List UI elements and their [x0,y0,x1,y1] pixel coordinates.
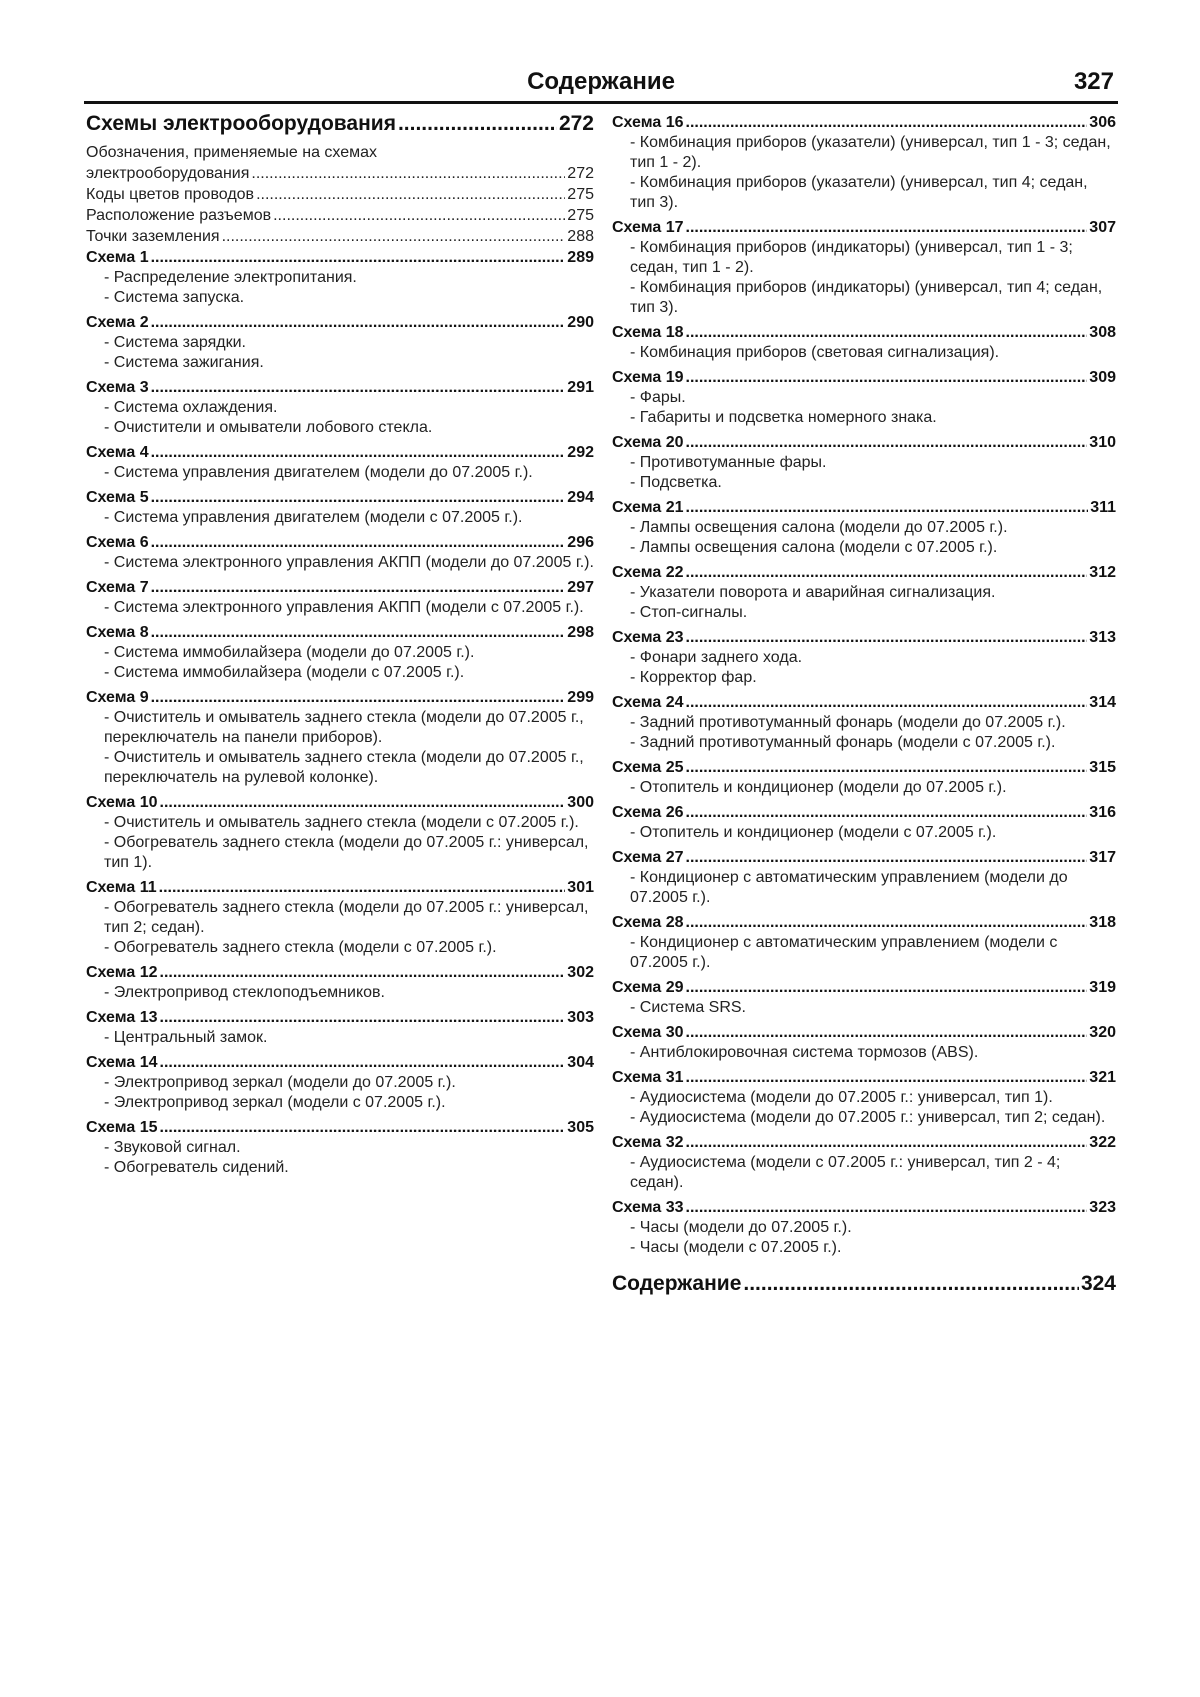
toc-scheme-group [86,792,594,873]
toc-leader [398,112,557,136]
toc-scheme-item: - Комбинация приборов (указатели) (универсал, тип 4; седан, тип 3). [630,174,1088,211]
toc-scheme-item: - Обогреватель заднего стекла (модели с 07.2005 г.). [104,939,497,956]
toc-scheme-label: Схема 9 [86,689,149,706]
toc-scheme-entry[interactable] [612,1022,1116,1043]
toc-entry-label: Коды цветов проводов [86,186,255,203]
toc-leader [151,532,566,553]
toc-scheme-page: 317 [1089,849,1116,866]
toc-section-label: Содержание [612,1272,742,1295]
toc-scheme-group [612,562,1116,623]
toc-scheme-label: Схема 25 [612,759,684,776]
toc-scheme-group [612,847,1116,908]
toc-entry[interactable] [86,142,594,163]
toc-leader [686,1132,1088,1153]
toc-leader [151,577,566,598]
toc-scheme-item: - Обогреватель заднего стекла (модели до 07.2005 г.: универсал, тип 2; седан). [104,899,589,936]
toc-scheme-item: - Комбинация приборов (световая сигнализация). [630,344,1000,361]
toc-leader [743,1272,1079,1296]
toc-scheme-label: Схема 28 [612,914,684,931]
toc-left-column [86,112,594,1182]
toc-scheme-item: - Лампы освещения салона (модели до 07.2005 г.). [630,519,1008,536]
toc-scheme-group [612,627,1116,688]
toc-scheme-group [86,442,594,483]
toc-scheme-group [86,962,594,1003]
toc-scheme-item: - Аудиосистема (модели до 07.2005 г.: универсал, тип 2; седан). [630,1109,1106,1126]
toc-scheme-label: Схема 3 [86,379,149,396]
toc-scheme-entry[interactable] [612,847,1116,868]
toc-scheme-page: 319 [1089,979,1116,996]
toc-scheme-group [612,1067,1116,1128]
toc-scheme-page: 296 [567,534,594,551]
toc-scheme-label: Схема 32 [612,1134,684,1151]
toc-scheme-entry[interactable] [86,577,594,598]
toc-section-heading[interactable] [612,1272,1116,1296]
toc-scheme-group [86,687,594,788]
toc-scheme-entry[interactable] [612,217,1116,238]
toc-scheme-item: - Кондиционер с автоматическим управлением (модели до 07.2005 г.). [630,869,1068,906]
toc-entry[interactable] [86,226,594,247]
toc-scheme-item: - Комбинация приборов (указатели) (универсал, тип 1 - 3; седан, тип 1 - 2). [630,134,1111,171]
toc-leader [151,687,566,708]
toc-scheme-page: 307 [1089,219,1116,236]
toc-entry[interactable] [86,184,594,205]
toc-section-heading[interactable] [86,112,594,136]
toc-scheme-page: 305 [567,1119,594,1136]
toc-scheme-page: 308 [1089,324,1116,341]
toc-scheme-list [612,112,1116,1258]
toc-right-column [612,112,1116,1296]
toc-leader [222,226,566,247]
toc-scheme-page: 316 [1089,804,1116,821]
toc-entry[interactable] [86,205,594,226]
toc-entry-page: 275 [567,186,594,203]
toc-scheme-entry[interactable] [86,312,594,333]
toc-scheme-item: - Система управления двигателем (модели до 07.2005 г.). [104,464,533,481]
toc-scheme-group [612,217,1116,318]
toc-leader [686,1067,1088,1088]
toc-scheme-label: Схема 26 [612,804,684,821]
toc-scheme-group [86,1007,594,1048]
toc-leader [151,622,566,643]
toc-leader [686,977,1088,998]
toc-scheme-page: 320 [1089,1024,1116,1041]
toc-scheme-label: Схема 21 [612,499,684,516]
toc-scheme-group [612,1022,1116,1063]
toc-leader [686,802,1088,823]
toc-section-page: 272 [558,112,594,135]
toc-scheme-label: Схема 24 [612,694,684,711]
toc-scheme-group [86,577,594,618]
toc-leader [160,1007,566,1028]
toc-scheme-item: - Антиблокировочная система тормозов (ABS). [630,1044,979,1061]
toc-scheme-label: Схема 19 [612,369,684,386]
toc-scheme-entry[interactable] [612,562,1116,583]
toc-leader [686,1022,1088,1043]
toc-scheme-entry[interactable] [612,802,1116,823]
toc-scheme-label: Схема 14 [86,1054,158,1071]
toc-scheme-group [612,912,1116,973]
toc-scheme-label: Схема 27 [612,849,684,866]
toc-scheme-item: - Система охлаждения. [104,399,278,416]
toc-scheme-page: 312 [1089,564,1116,581]
toc-scheme-group [612,497,1116,558]
toc-scheme-item: - Система зарядки. [104,334,246,351]
toc-scheme-label: Схема 12 [86,964,158,981]
toc-scheme-label: Схема 16 [612,114,684,131]
toc-entry-page: 272 [567,165,594,182]
toc-scheme-label: Схема 22 [612,564,684,581]
toc-leader [251,163,565,184]
toc-scheme-label: Схема 33 [612,1199,684,1216]
toc-scheme-group [612,322,1116,363]
toc-entry-page: 288 [567,228,594,245]
toc-leader [151,442,566,463]
toc-scheme-item: - Комбинация приборов (индикаторы) (универсал, тип 1 - 3; седан, тип 1 - 2). [630,239,1073,276]
toc-scheme-label: Схема 29 [612,979,684,996]
toc-scheme-group [612,1197,1116,1258]
toc-scheme-item: - Отопитель и кондиционер (модели с 07.2005 г.). [630,824,997,841]
toc-scheme-page: 318 [1089,914,1116,931]
toc-scheme-item: - Электропривод зеркал (модели до 07.2005 г.). [104,1074,456,1091]
toc-scheme-page: 289 [567,249,594,266]
toc-scheme-label: Схема 10 [86,794,158,811]
toc-scheme-item: - Часы (модели с 07.2005 г.). [630,1239,842,1256]
toc-scheme-label: Схема 8 [86,624,149,641]
toc-scheme-label: Схема 31 [612,1069,684,1086]
toc-scheme-item: - Очистители и омыватели лобового стекла. [104,419,433,436]
toc-scheme-item: - Задний противотуманный фонарь (модели до 07.2005 г.). [630,714,1066,731]
toc-scheme-page: 304 [567,1054,594,1071]
toc-scheme-page: 321 [1089,1069,1116,1086]
toc-scheme-group [86,487,594,528]
toc-scheme-page: 297 [567,579,594,596]
toc-leader [273,205,565,226]
toc-scheme-page: 302 [567,964,594,981]
toc-leader [686,562,1088,583]
toc-scheme-entry[interactable] [86,622,594,643]
toc-scheme-list [86,247,594,1178]
toc-leader [686,627,1088,648]
toc-scheme-entry[interactable] [86,247,594,268]
toc-scheme-group [612,432,1116,493]
toc-scheme-page: 291 [567,379,594,396]
toc-scheme-entry[interactable] [612,367,1116,388]
toc-intro-list [86,142,594,247]
toc-scheme-page: 292 [567,444,594,461]
toc-scheme-item: - Фонари заднего хода. [630,649,803,666]
toc-scheme-page: 311 [1090,499,1116,516]
toc-scheme-entry[interactable] [86,1117,594,1138]
toc-scheme-item: - Обогреватель сидений. [104,1159,289,1176]
toc-scheme-item: - Фары. [630,389,686,406]
toc-scheme-label: Схема 15 [86,1119,158,1136]
toc-scheme-entry[interactable] [86,532,594,553]
toc-scheme-entry[interactable] [86,877,594,898]
toc-section-page: 324 [1080,1272,1116,1295]
toc-scheme-group [86,312,594,373]
toc-scheme-item: - Габариты и подсветка номерного знака. [630,409,937,426]
toc-scheme-entry[interactable] [86,792,594,813]
toc-scheme-item: - Кондиционер с автоматическим управлением (модели с 07.2005 г.). [630,934,1058,971]
toc-entry-label: Расположение разъемов [86,207,272,224]
toc-leader [686,757,1088,778]
toc-entry-page: 275 [567,207,594,224]
toc-scheme-item: - Указатели поворота и аварийная сигнализация. [630,584,996,601]
toc-scheme-group [86,532,594,573]
toc-scheme-page: 303 [567,1009,594,1026]
toc-entry-label: Обозначения, применяемые на схемах [86,144,378,161]
toc-scheme-entry[interactable] [612,977,1116,998]
toc-scheme-entry[interactable] [612,497,1116,518]
toc-scheme-entry[interactable] [612,1067,1116,1088]
toc-leader [159,877,566,898]
toc-leader [151,377,566,398]
toc-scheme-item: - Задний противотуманный фонарь (модели с 07.2005 г.). [630,734,1056,751]
toc-scheme-item: - Очиститель и омыватель заднего стекла (модели до 07.2005 г., переключатель на рулевой колонке). [104,749,584,786]
toc-scheme-label: Схема 17 [612,219,684,236]
toc-scheme-group [612,367,1116,428]
toc-scheme-group [86,377,594,438]
toc-scheme-item: - Центральный замок. [104,1029,268,1046]
page-number: 327 [1073,68,1114,95]
toc-scheme-entry[interactable] [612,112,1116,133]
toc-leader [686,692,1088,713]
toc-scheme-item: - Отопитель и кондиционер (модели до 07.2005 г.). [630,779,1007,796]
toc-scheme-entry[interactable] [612,432,1116,453]
toc-scheme-group [612,757,1116,798]
toc-scheme-item: - Аудиосистема (модели с 07.2005 г.: универсал, тип 2 - 4; седан). [630,1154,1061,1191]
toc-scheme-group [612,1132,1116,1193]
toc-scheme-page: 300 [567,794,594,811]
toc-scheme-item: - Система запуска. [104,289,245,306]
toc-leader [686,432,1088,453]
toc-scheme-entry[interactable] [86,1007,594,1028]
toc-scheme-label: Схема 13 [86,1009,158,1026]
toc-scheme-group [612,112,1116,213]
toc-leader [151,312,566,333]
toc-scheme-label: Схема 6 [86,534,149,551]
toc-scheme-item: - Электропривод зеркал (модели с 07.2005 г.). [104,1094,446,1111]
toc-scheme-item: - Система иммобилайзера (модели до 07.2005 г.). [104,644,475,661]
toc-scheme-entry[interactable] [612,692,1116,713]
toc-scheme-page: 313 [1089,629,1116,646]
page-header [84,66,1118,104]
toc-scheme-group [86,1117,594,1178]
toc-scheme-group [86,877,594,958]
toc-scheme-label: Схема 11 [86,879,157,896]
toc-scheme-group [612,977,1116,1018]
toc-scheme-group [612,802,1116,843]
toc-scheme-label: Схема 1 [86,249,149,266]
toc-scheme-entry[interactable] [86,962,594,983]
toc-scheme-entry[interactable] [612,912,1116,933]
toc-scheme-label: Схема 5 [86,489,149,506]
page-title: Содержание [527,68,675,95]
toc-leader [686,1197,1088,1218]
toc-leader [256,184,565,205]
toc-entry-label: Точки заземления [86,228,220,245]
toc-scheme-label: Схема 20 [612,434,684,451]
toc-leader [160,1117,566,1138]
toc-scheme-page: 301 [567,879,594,896]
toc-scheme-item: - Система зажигания. [104,354,264,371]
toc-scheme-item: - Распределение электропитания. [104,269,357,286]
toc-scheme-item: - Обогреватель заднего стекла (модели до 07.2005 г.: универсал, тип 1). [104,834,589,871]
toc-leader [160,1052,566,1073]
toc-scheme-page: 310 [1089,434,1116,451]
toc-leader [686,497,1089,518]
toc-leader [160,962,566,983]
toc-scheme-page: 290 [567,314,594,331]
toc-scheme-label: Схема 18 [612,324,684,341]
toc-scheme-item: - Электропривод стеклоподъемников. [104,984,385,1001]
toc-scheme-group [86,622,594,683]
toc-scheme-entry[interactable] [612,757,1116,778]
toc-scheme-item: - Система иммобилайзера (модели с 07.2005 г.). [104,664,465,681]
toc-entry[interactable] [86,163,594,184]
toc-scheme-entry[interactable] [86,687,594,708]
toc-scheme-item: - Система электронного управления АКПП (модели до 07.2005 г.). [104,554,594,571]
toc-scheme-group [612,692,1116,753]
toc-section-label: Схемы электрооборудования [86,112,396,135]
toc-leader [686,367,1088,388]
toc-leader [151,247,566,268]
toc-scheme-entry[interactable] [86,1052,594,1073]
toc-leader [151,487,566,508]
toc-scheme-page: 294 [567,489,594,506]
toc-scheme-item: - Очиститель и омыватель заднего стекла (модели с 07.2005 г.). [104,814,579,831]
toc-scheme-item: - Часы (модели до 07.2005 г.). [630,1219,852,1236]
toc-scheme-item: - Комбинация приборов (индикаторы) (универсал, тип 4; седан, тип 3). [630,279,1103,316]
toc-scheme-item: - Система SRS. [630,999,746,1016]
toc-scheme-item: - Звуковой сигнал. [104,1139,241,1156]
toc-scheme-label: Схема 7 [86,579,149,596]
toc-scheme-label: Схема 23 [612,629,684,646]
toc-scheme-label: Схема 4 [86,444,149,461]
toc-scheme-item: - Система управления двигателем (модели с 07.2005 г.). [104,509,523,526]
toc-leader [686,217,1088,238]
toc-scheme-entry[interactable] [86,377,594,398]
toc-scheme-entry[interactable] [612,627,1116,648]
toc-scheme-page: 306 [1089,114,1116,131]
toc-leader [686,322,1088,343]
toc-scheme-page: 299 [567,689,594,706]
toc-scheme-page: 322 [1089,1134,1116,1151]
toc-scheme-item: - Система электронного управления АКПП (модели с 07.2005 г.). [104,599,584,616]
toc-scheme-entry[interactable] [612,322,1116,343]
toc-scheme-entry[interactable] [86,487,594,508]
toc-scheme-label: Схема 30 [612,1024,684,1041]
toc-leader [686,847,1088,868]
toc-scheme-group [86,247,594,308]
toc-entry-label: электрооборудования [86,165,250,182]
toc-scheme-item: - Корректор фар. [630,669,757,686]
toc-scheme-page: 323 [1089,1199,1116,1216]
toc-scheme-page: 298 [567,624,594,641]
toc-scheme-page: 315 [1089,759,1116,776]
toc-scheme-entry[interactable] [612,1132,1116,1153]
toc-scheme-page: 314 [1089,694,1116,711]
toc-scheme-label: Схема 2 [86,314,149,331]
toc-scheme-item: - Очиститель и омыватель заднего стекла (модели до 07.2005 г., переключатель на панели приборов). [104,709,584,746]
toc-scheme-entry[interactable] [86,442,594,463]
toc-leader [686,112,1088,133]
toc-scheme-item: - Стоп-сигналы. [630,604,748,621]
toc-scheme-item: - Аудиосистема (модели до 07.2005 г.: универсал, тип 1). [630,1089,1053,1106]
toc-scheme-entry[interactable] [612,1197,1116,1218]
toc-scheme-item: - Подсветка. [630,474,722,491]
toc-scheme-page: 309 [1089,369,1116,386]
toc-scheme-item: - Противотуманные фары. [630,454,827,471]
toc-leader [160,792,566,813]
toc-leader [686,912,1088,933]
toc-scheme-item: - Лампы освещения салона (модели с 07.2005 г.). [630,539,998,556]
toc-scheme-group [86,1052,594,1113]
